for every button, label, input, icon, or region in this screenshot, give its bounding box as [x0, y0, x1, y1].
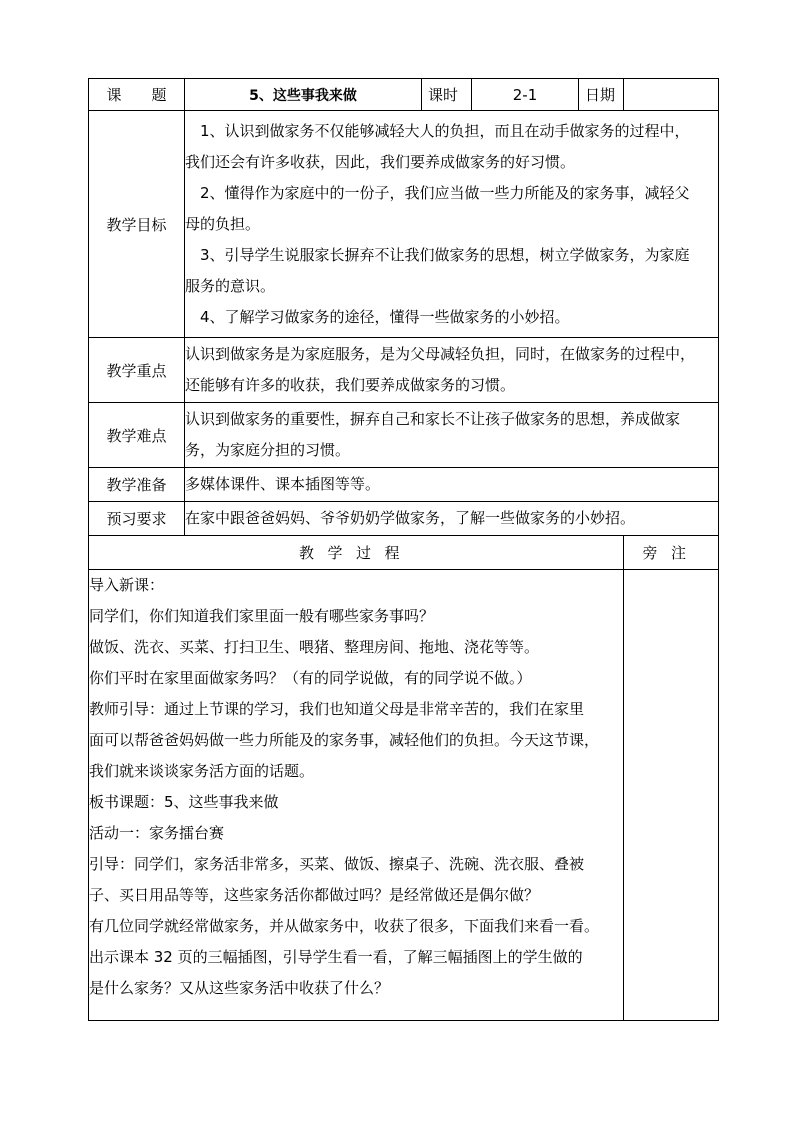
- objective-line: 1、认识到做家务不仅能够减轻大人的负担，而且在动手做家务的过程中，: [200, 121, 690, 140]
- process-line: 活动一：家务擂台赛: [89, 824, 225, 842]
- objectives-label: 教学目标: [89, 111, 185, 338]
- preparation-row: [89, 468, 719, 502]
- process-heading-row: [89, 536, 719, 570]
- process-line: 同学们，你们知道我们家里面一般有哪些家务事吗？: [89, 607, 435, 625]
- date-value: [624, 79, 719, 111]
- objective-line: 我们还会有许多收获，因此，我们要养成做家务的好习惯。: [185, 152, 576, 171]
- key-points-row: [89, 338, 719, 403]
- process-line: 教师引导：通过上节课的学习，我们也知道父母是非常辛苦的，我们在家里: [89, 700, 585, 718]
- preparation-content: 多媒体课件、课本插图等等。: [185, 468, 719, 502]
- key-points-content: [185, 338, 719, 403]
- difficulties-row: [89, 403, 719, 468]
- difficulties-line: 认识到做家务的重要性，摒弃自己和家长不让孩子做家务的思想，养成做家: [185, 410, 681, 428]
- key-points-line: 认识到做家务是为家庭服务，是为父母减轻负担，同时，在做家务的过程中，: [185, 345, 696, 363]
- header-row: [89, 79, 719, 111]
- notes-column: [624, 570, 719, 1021]
- process-line: 引导：同学们，家务活非常多，买菜、做饭、擦桌子、洗碗、洗衣服、叠被: [89, 855, 585, 873]
- period-value: 2-1: [472, 79, 579, 111]
- objective-line: 母的负担。: [185, 214, 261, 233]
- process-content: [89, 570, 624, 1021]
- objectives-content: [185, 111, 719, 338]
- subject-label: 课 题: [89, 79, 185, 111]
- difficulties-label: 教学难点: [89, 403, 185, 468]
- process-line: 我们就来谈谈家务活方面的话题。: [89, 762, 315, 780]
- preview-row: [89, 502, 719, 536]
- process-line: 导入新课：: [89, 576, 165, 594]
- difficulties-content: [185, 403, 719, 468]
- period-label: 课时: [422, 79, 472, 111]
- date-label: 日期: [579, 79, 624, 111]
- objective-line: 3、引导学生说服家长摒弃不让我们做家务的思想，树立学做家务，为家庭: [200, 245, 690, 264]
- preview-label: 预习要求: [89, 502, 185, 536]
- process-line: 子、买日用品等等，这些家务活你都做过吗？是经常做还是偶尔做？: [89, 886, 540, 904]
- notes-heading: 旁注: [624, 536, 719, 570]
- objective-line: 服务的意识。: [185, 276, 276, 295]
- process-line: 有几位同学就经常做家务，并从做家务中，收获了很多，下面我们来看一看。: [89, 917, 600, 935]
- key-points-label: 教学重点: [89, 338, 185, 403]
- objective-line: 2、懂得作为家庭中的一份子，我们应当做一些力所能及的家务事，减轻父: [200, 183, 690, 202]
- process-line: 做饭、洗衣、买菜、打扫卫生、喂猪、整理房间、拖地、浇花等等。: [89, 638, 540, 656]
- objective-line: 4、了解学习做家务的途径，懂得一些做家务的小妙招。: [200, 307, 570, 326]
- process-line: 是什么家务？又从这些家务活中收获了什么？: [89, 979, 390, 997]
- lesson-plan-table: [88, 78, 719, 1021]
- key-points-line: 还能够有许多的收获，我们要养成做家务的习惯。: [185, 376, 516, 394]
- process-line: 你们平时在家里面做家务吗？（有的同学说做，有的同学说不做。）: [89, 669, 532, 687]
- process-row: [89, 570, 719, 1021]
- preview-content: 在家中跟爸爸妈妈、爷爷奶奶学做家务，了解一些做家务的小妙招。: [185, 502, 719, 536]
- lesson-title: 5、这些事我来做: [185, 79, 422, 111]
- process-line: 出示课本 32 页的三幅插图，引导学生看一看，了解三幅插图上的学生做的: [89, 948, 583, 966]
- process-line: 板书课题：5、这些事我来做: [89, 793, 279, 811]
- difficulties-line: 务，为家庭分担的习惯。: [185, 441, 351, 459]
- process-line: 面可以帮爸爸妈妈做一些力所能及的家务事，减轻他们的负担。今天这节课，: [89, 731, 600, 749]
- preparation-label: 教学准备: [89, 468, 185, 502]
- process-heading: 教学过程: [89, 536, 624, 570]
- objectives-row: [89, 111, 719, 338]
